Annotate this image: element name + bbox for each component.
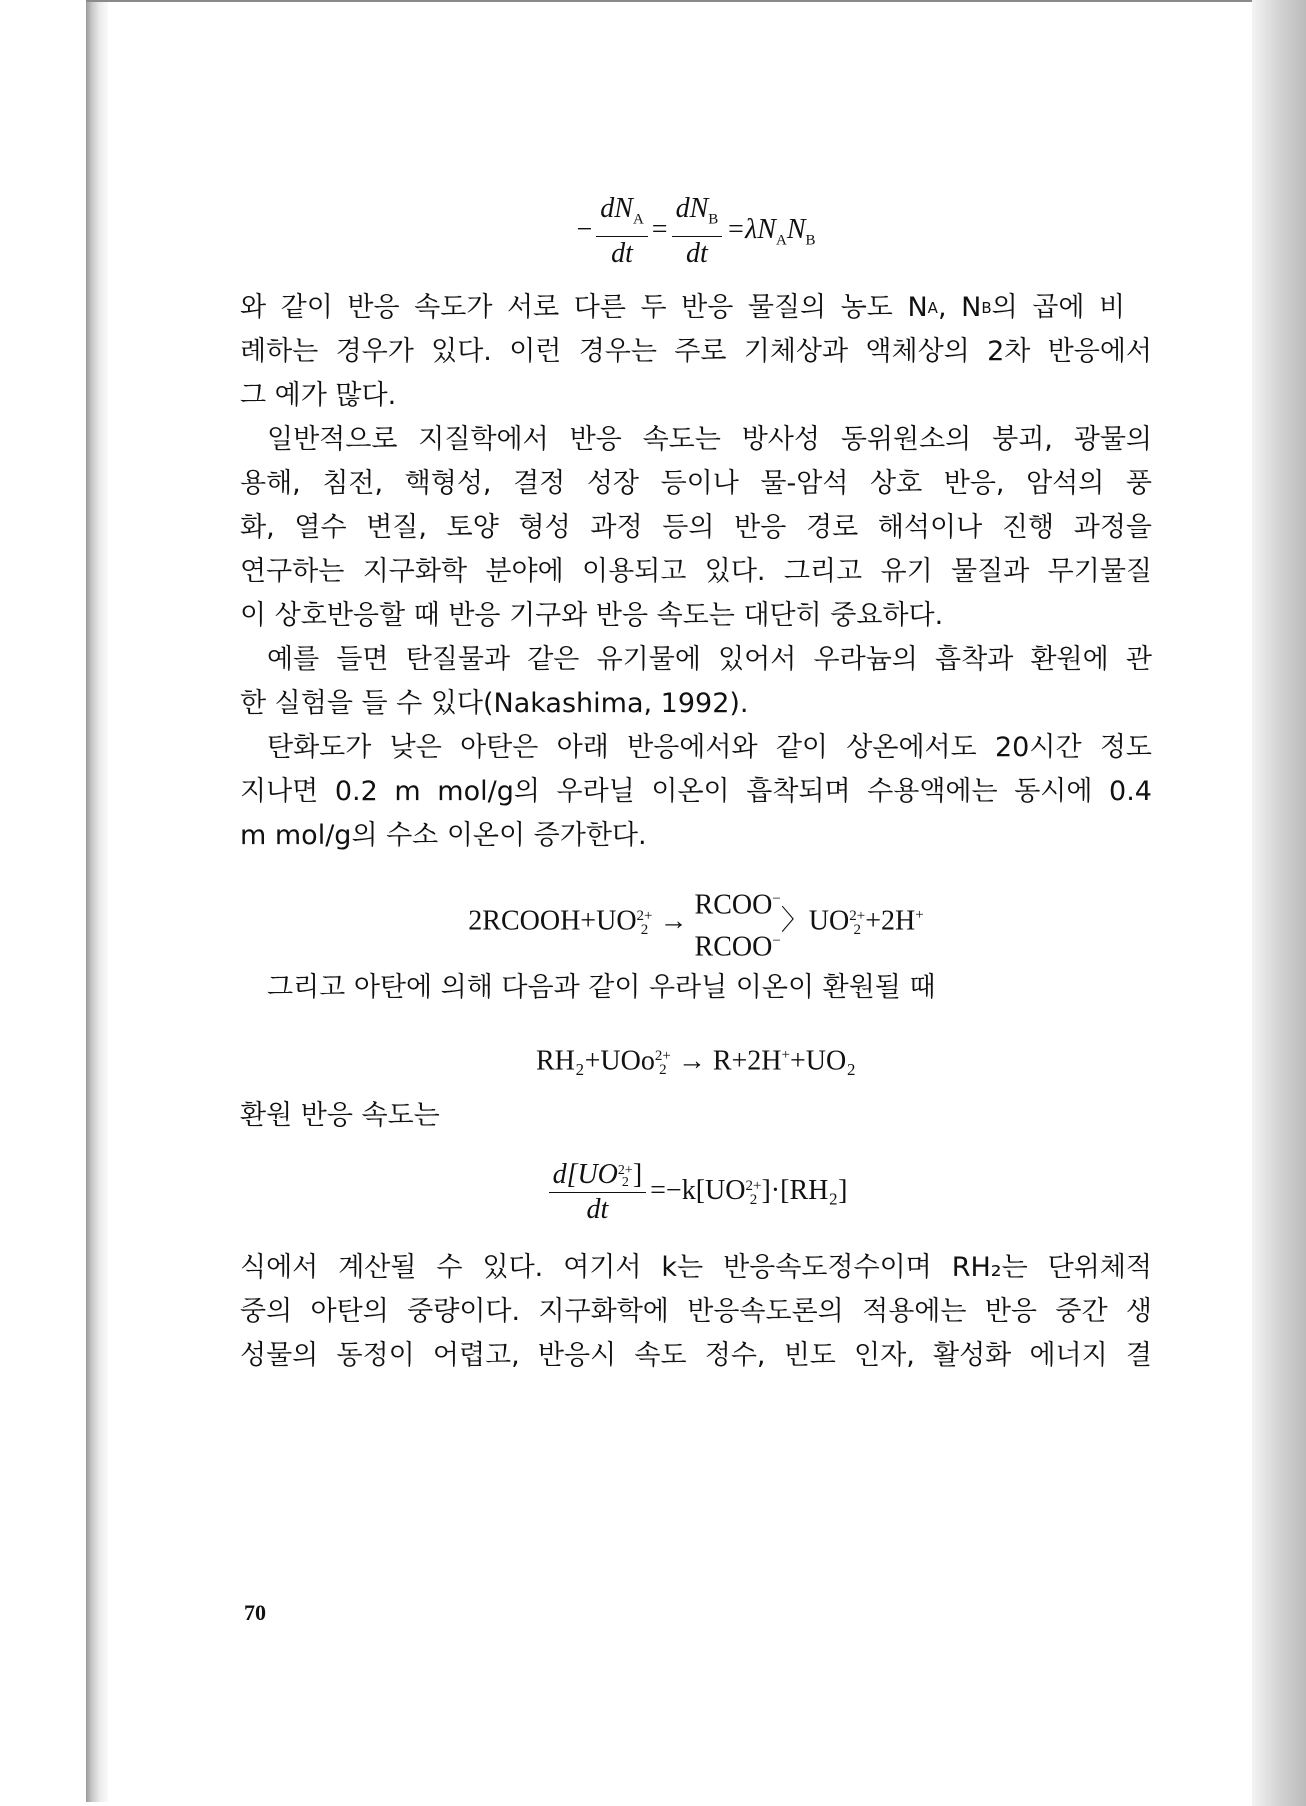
fraction-denominator — [596, 237, 648, 271]
paragraph-line: 그리고 아탄에 의해 다음과 같이 우라닐 이온이 환원될 때 — [267, 972, 936, 1003]
eq-rhs-tail: ]·[RH₂] — [761, 1175, 848, 1206]
superscript-plus: + — [915, 907, 924, 923]
paragraph-line: 환원 반응 속도는 — [240, 1100, 440, 1131]
carboxylate-pair — [695, 881, 781, 966]
paragraph-line: 용해, 침전, 핵형성, 결정 성장 등이나 물-암석 상호 반응, 암석의 풍 — [240, 468, 1152, 499]
paragraph-line: 연구하는 지구화학 분야에 이용되고 있다. 그리고 유기 물질과 무기물질 — [240, 556, 1152, 587]
paragraph-line: 한 실험을 들 수 있다(Nakashima, 1992). — [240, 688, 749, 719]
fraction-numerator — [549, 1158, 647, 1193]
equation-uranyl-adsorption — [240, 872, 1152, 963]
eq-rhs-tail: +UO₂ — [790, 1045, 856, 1077]
paragraph-line: 일반적으로 지질학에서 반응 속도는 방사성 동위원소의 붕괴, 광물의 — [267, 424, 1152, 455]
page-body — [240, 190, 1152, 1378]
text-span: 와 같이 반응 속도가 서로 다른 두 반응 물질의 농도 N — [240, 292, 928, 323]
paragraph-line: 식에서 계산될 수 있다. 여기서 k는 반응속도정수이며 RH₂는 단위체적 — [240, 1252, 1152, 1283]
page-number: 70 — [244, 1600, 266, 1625]
minus-sign: − — [576, 214, 593, 245]
subscript-B: B — [981, 299, 992, 317]
paragraph-line: 예를 들면 탄질물과 같은 유기물에 있어서 우라늄의 흡착과 환원에 관 — [267, 644, 1152, 675]
paragraph-line — [240, 286, 1152, 330]
dNA-text: dN — [600, 192, 633, 224]
paragraph-line: m mol/g의 수소 이온이 증가한다. — [240, 820, 647, 851]
carboxylate-bottom: RCOO — [694, 931, 773, 963]
superscript-charge: 2+ — [654, 1047, 671, 1064]
eq-rhs-tail: +2H — [865, 905, 916, 937]
fraction-denominator — [549, 1193, 647, 1227]
subscript-2: 2 — [659, 1061, 667, 1078]
paragraph-line: 성물의 동정이 어렵고, 반응시 속도 정수, 빈도 인자, 활성화 에너지 결 — [240, 1340, 1152, 1371]
superscript-minus: − — [772, 932, 781, 949]
fraction-numerator — [596, 192, 648, 238]
dUO2-text: d[UO — [552, 1159, 618, 1191]
superscript-charge: 2+ — [849, 907, 866, 924]
text-span: , N — [937, 292, 982, 323]
paragraph-line: 탄화도가 낮은 아탄은 아래 반응에서와 같이 상온에서도 20시간 정도 — [267, 732, 1152, 763]
paragraph-line: 그 예가 많다. — [240, 380, 397, 411]
subscript-2: 2 — [640, 921, 649, 938]
fraction-dNB-dt — [672, 192, 723, 272]
subscript-A: A — [927, 299, 938, 317]
paragraph-line: 화, 열수 변질, 토양 형성 과정 등의 반응 경로 해석이나 진행 과정을 — [240, 512, 1152, 543]
dt-text: dt — [611, 238, 633, 270]
dNB-text: dN — [675, 192, 709, 224]
paragraph-line: 중의 아탄의 중량이다. 지구화학에 반응속도론의 적용에는 반응 중간 생 — [240, 1296, 1152, 1327]
reaction-arrow: → — [652, 905, 695, 937]
subscript-2: 2 — [853, 921, 861, 938]
equals-sign: = — [651, 214, 668, 245]
carboxylate-top: RCOO — [694, 888, 773, 920]
dt-text: dt — [586, 1194, 609, 1226]
fraction-numerator — [672, 192, 723, 238]
subscript-B: B — [708, 211, 719, 228]
dt-text: dt — [686, 238, 708, 270]
subscript-2: 2 — [621, 1174, 629, 1190]
subscript-B: B — [805, 232, 816, 249]
equation-rate-law — [240, 190, 1152, 270]
superscript-charge: 2+ — [636, 907, 653, 924]
bracket-close: ] — [632, 1159, 643, 1191]
superscript-charge: 2+ — [745, 1177, 762, 1194]
eq-rhs: =−k[UO — [650, 1175, 746, 1206]
rhs-N: N — [786, 214, 806, 245]
fraction-denominator — [672, 237, 723, 271]
page-right-shadow — [1252, 0, 1306, 1806]
superscript-plus: + — [781, 1047, 790, 1063]
eq-rhs: → R+2H — [670, 1045, 782, 1077]
equation-reduction-rate — [240, 1146, 1152, 1236]
subscript-A: A — [775, 232, 787, 249]
paragraph-line: 이 상호반응할 때 반응 기구와 반응 속도는 대단히 중요하다. — [240, 600, 944, 631]
equation-uranyl-reduction — [240, 1020, 1152, 1090]
eq-rhs: 〉UO — [780, 905, 850, 937]
fraction-dNA-dt — [596, 192, 648, 272]
superscript-minus: − — [772, 890, 781, 907]
subscript-2: 2 — [749, 1191, 758, 1208]
subscript-A: A — [632, 211, 644, 228]
rhs-lambda: =λN — [726, 214, 776, 245]
paragraph-line: 지나면 0.2 m mol/g의 우라닐 이온이 흡착되며 수용액에는 동시에 0.4 — [240, 776, 1152, 807]
page-left-edge — [86, 2, 108, 1802]
superscript-charge: 2+ — [617, 1162, 633, 1178]
fraction-dUO2-dt — [549, 1158, 647, 1227]
text-span: 의 곱에 비 — [991, 292, 1126, 323]
paragraph-line: 례하는 경우가 있다. 이런 경우는 주로 기체상과 액체상의 2차 반응에서 — [240, 336, 1152, 367]
eq-lhs: RH₂+UOo — [535, 1045, 655, 1077]
eq-lhs: 2RCOOH+UO — [468, 905, 637, 937]
